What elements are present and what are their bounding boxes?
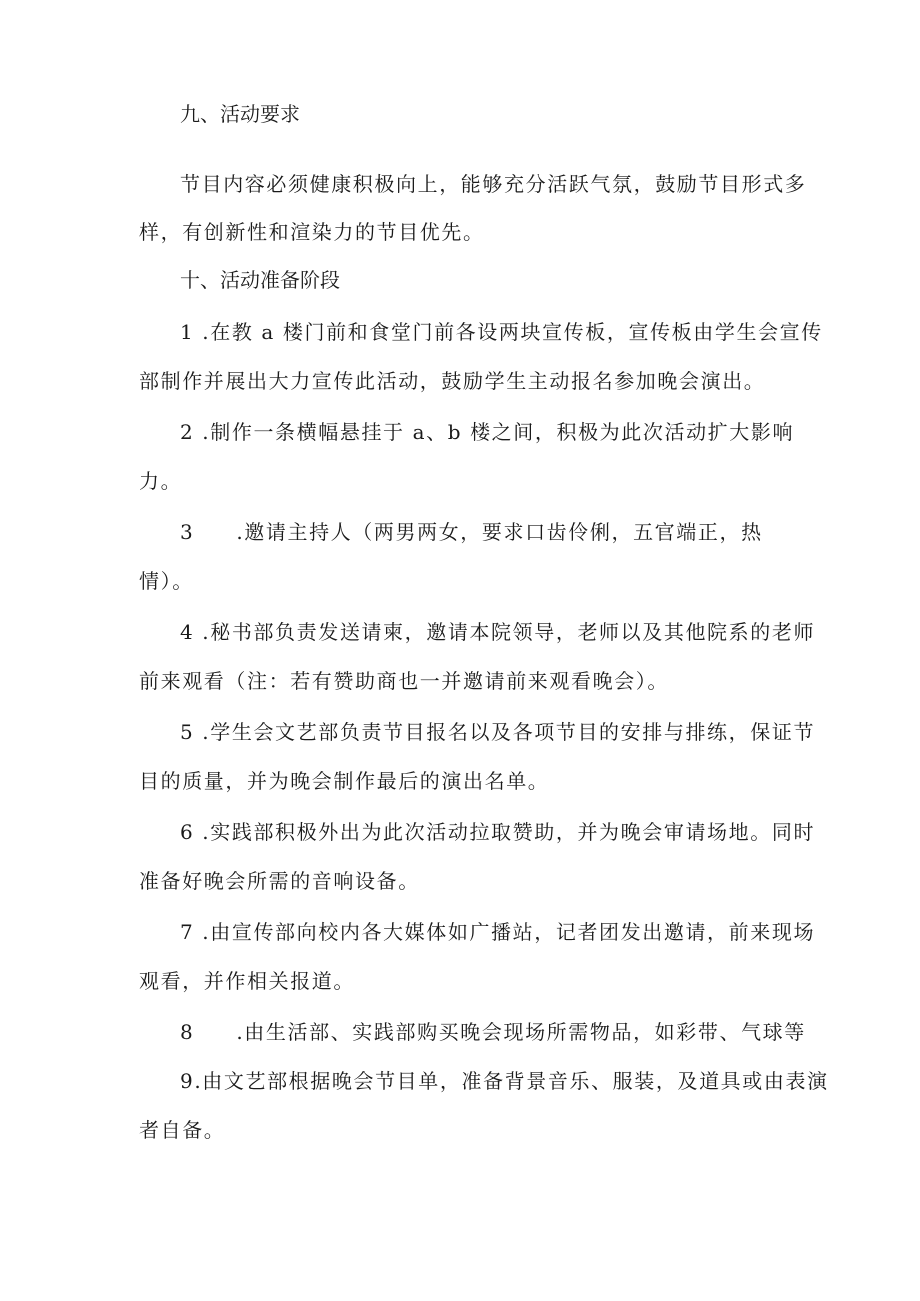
list-item-text: .由文艺部根据晚会节目单，准备背景音乐、服装，及道具或由表演 [194,1069,829,1093]
list-item-9-line-1 [180,1067,829,1095]
list-item-text: .学生会文艺部负责节目报名以及各项节目的安排与排练，保证节 [194,720,816,744]
list-item-9-line-2: 者自备。 [139,1118,226,1142]
list-item-1-line-1 [180,318,823,346]
list-item-8-line-1 [180,1018,806,1046]
list-item-text: .制作一条横幅悬挂于 a、b 楼之间，积极为此次活动扩大影响 [194,420,795,444]
section-10-heading: 十、活动准备阶段 [180,268,340,292]
list-item-6-line-2: 准备好晚会所需的音响设备。 [139,869,420,893]
list-item-2-line-1 [180,418,794,446]
section-9-paragraph-line-1: 节目内容必须健康积极向上，能够充分活跃气氛，鼓励节目形式多 [180,172,807,196]
list-item-6-line-1 [180,818,815,846]
list-item-text: .在教 a 楼门前和食堂门前各设两块宣传板，宣传板由学生会宣传 [194,320,823,344]
list-item-number: 1 [180,320,195,344]
list-item-text: .秘书部负责发送请柬，邀请本院领导，老师以及其他院系的老师 [194,620,816,644]
list-item-5-line-2: 目的质量，并为晚会制作最后的演出名单。 [139,769,550,793]
section-9-paragraph-line-2: 样，有创新性和渲染力的节目优先。 [139,220,485,244]
list-item-number: 6 [180,820,195,844]
list-item-1-line-2: 部制作并展出大力宣传此活动，鼓励学生主动报名参加晚会演出。 [139,369,766,393]
list-item-4-line-1 [180,618,815,646]
list-item-4-line-2: 前来观看（注：若有赞助商也一并邀请前来观看晚会）。 [139,669,669,693]
list-item-number: 8 [180,1020,195,1044]
list-item-5-line-1 [180,718,815,746]
section-9-heading: 九、活动要求 [180,102,300,126]
list-item-text: .由生活部、实践部购买晚会现场所需物品，如彩带、气球等 [236,1020,806,1044]
list-item-number: 4 [180,620,195,644]
list-item-7-line-2: 观看，并作相关报道。 [139,969,355,993]
list-item-text: .实践部积极外出为此次活动拉取赞助，并为晚会审请场地。同时 [194,820,816,844]
list-item-number: 7 [180,920,195,944]
list-item-2-line-2: 力。 [139,469,183,493]
list-item-text: .由宣传部向校内各大媒体如广播站，记者团发出邀请，前来现场 [194,920,816,944]
list-item-3-line-1 [180,518,763,546]
list-item-text: .邀请主持人（两男两女，要求口齿伶俐，五官端正，热 [236,520,763,544]
list-item-number: 9 [180,1069,195,1093]
list-item-number: 5 [180,720,195,744]
list-item-3-line-2: 情）。 [139,569,194,593]
list-item-number: 2 [180,420,195,444]
list-item-number: 3 [180,520,195,544]
list-item-7-line-1 [180,918,815,946]
